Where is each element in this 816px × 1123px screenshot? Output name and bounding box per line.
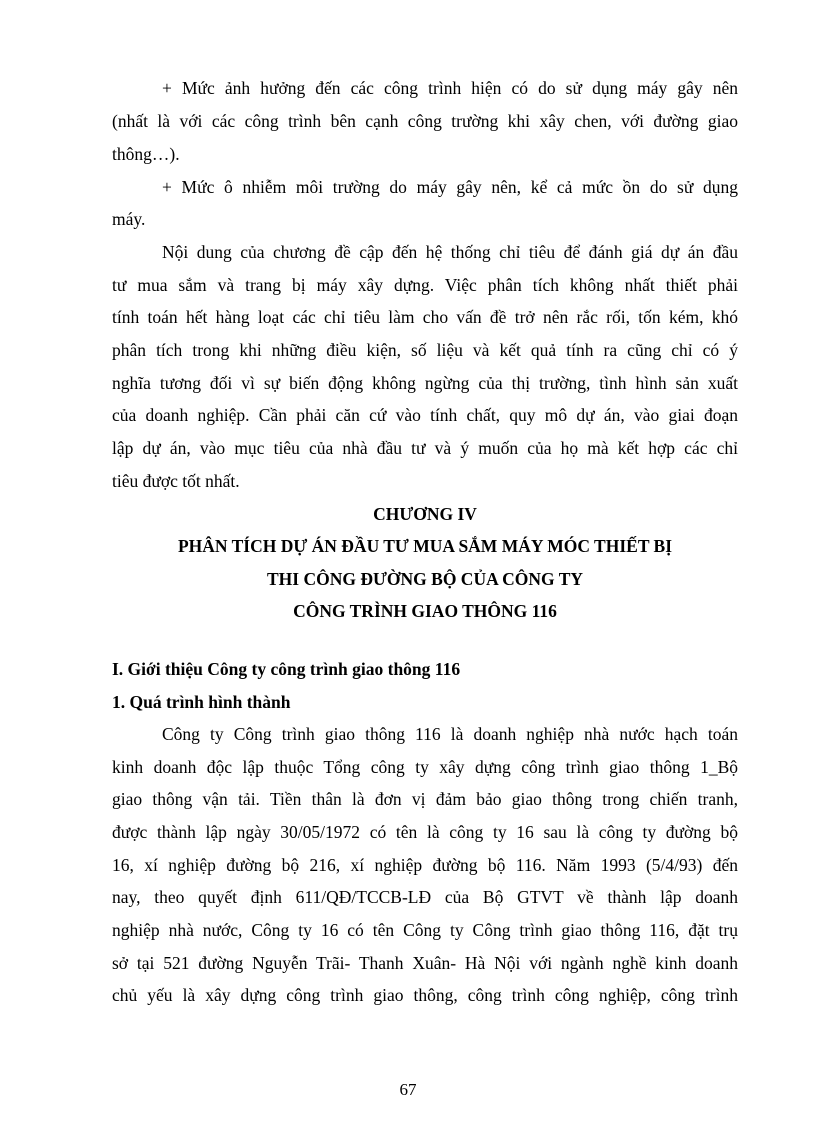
paragraph-2-line-1: + Mức ô nhiễm môi trường do máy gây nên, kể cả mức ồn do sử dụng — [162, 177, 738, 197]
paragraph-1-line-3: thông…). — [112, 144, 180, 164]
paragraph-4-line-5: 16, xí nghiệp đường bộ 216, xí nghiệp đường bộ 116. Năm 1993 (5/4/93) đến — [112, 855, 738, 875]
paragraph-3-line-1: Nội dung của chương đề cập đến hệ thống chỉ tiêu để đánh giá dự án đầu — [162, 242, 738, 262]
chapter-title-line-2: THI CÔNG ĐƯỜNG BỘ CỦA CÔNG TY — [267, 569, 583, 589]
paragraph-4-line-3: giao thông vận tải. Tiền thân là đơn vị đảm bảo giao thông trong chiến tranh, — [112, 789, 738, 809]
paragraph-3-line-2: tư mua sắm và trang bị máy xây dựng. Việc phân tích không nhất thiết phải — [112, 275, 738, 295]
paragraph-4-line-7: nghiệp nhà nước, Công ty 16 có tên Công ty Công trình giao thông 116, đặt trụ — [112, 920, 738, 940]
paragraph-4-line-4: được thành lập ngày 30/05/1972 có tên là công ty 16 sau là công ty đường bộ — [112, 822, 738, 842]
paragraph-4-line-2: kinh doanh độc lập thuộc Tổng công ty xây dựng công trình giao thông 1_Bộ — [112, 757, 738, 777]
paragraph-4-line-1: Công ty Công trình giao thông 116 là doanh nghiệp nhà nước hạch toán — [162, 724, 738, 744]
paragraph-1-line-1: + Mức ảnh hưởng đến các công trình hiện có do sử dụng máy gây nên — [162, 78, 738, 98]
subsection-heading: 1. Quá trình hình thành — [112, 692, 291, 712]
paragraph-3-line-8: tiêu được tốt nhất. — [112, 471, 240, 491]
paragraph-2-line-2: máy. — [112, 209, 146, 229]
paragraph-3-line-4: phân tích trong khi những điều kiện, số liệu và kết quả tính ra cũng chỉ có ý — [112, 340, 738, 360]
paragraph-3-line-7: lập dự án, vào mục tiêu của nhà đầu tư và ý muốn của họ mà kết hợp các chỉ — [112, 438, 738, 458]
paragraph-4-line-9: chủ yếu là xây dựng công trình giao thông, công trình công nghiệp, công trình — [112, 985, 738, 1005]
paragraph-3-line-5: nghĩa tương đối vì sự biến động không ngừng của thị trường, tình hình sản xuất — [112, 373, 738, 393]
paragraph-4-line-8: sở tại 521 đường Nguyễn Trãi- Thanh Xuân- Hà Nội với ngành nghề kinh doanh — [112, 953, 738, 973]
paragraph-3-line-6: của doanh nghiệp. Cần phải căn cứ vào tính chất, quy mô dự án, vào giai đoạn — [112, 405, 738, 425]
paragraph-3-line-3: tính toán hết hàng loạt các chỉ tiêu làm cho vấn đề trở nên rắc rối, tốn kém, khó — [112, 307, 738, 327]
paragraph-1-line-2: (nhất là với các công trình bên cạnh công trường khi xây chen, với đường giao — [112, 111, 738, 131]
chapter-number: CHƯƠNG IV — [373, 504, 477, 524]
chapter-title-line-3: CÔNG TRÌNH GIAO THÔNG 116 — [293, 601, 557, 621]
section-heading: I. Giới thiệu Công ty công trình giao thông 116 — [112, 659, 461, 679]
page-number: 67 — [399, 1080, 417, 1099]
paragraph-4-line-6: nay, theo quyết định 611/QĐ/TCCB-LĐ của Bộ GTVT về thành lập doanh — [112, 887, 738, 907]
chapter-title-line-1: PHÂN TÍCH DỰ ÁN ĐẦU TƯ MUA SẮM MÁY MÓC THIẾT BỊ — [177, 536, 673, 556]
